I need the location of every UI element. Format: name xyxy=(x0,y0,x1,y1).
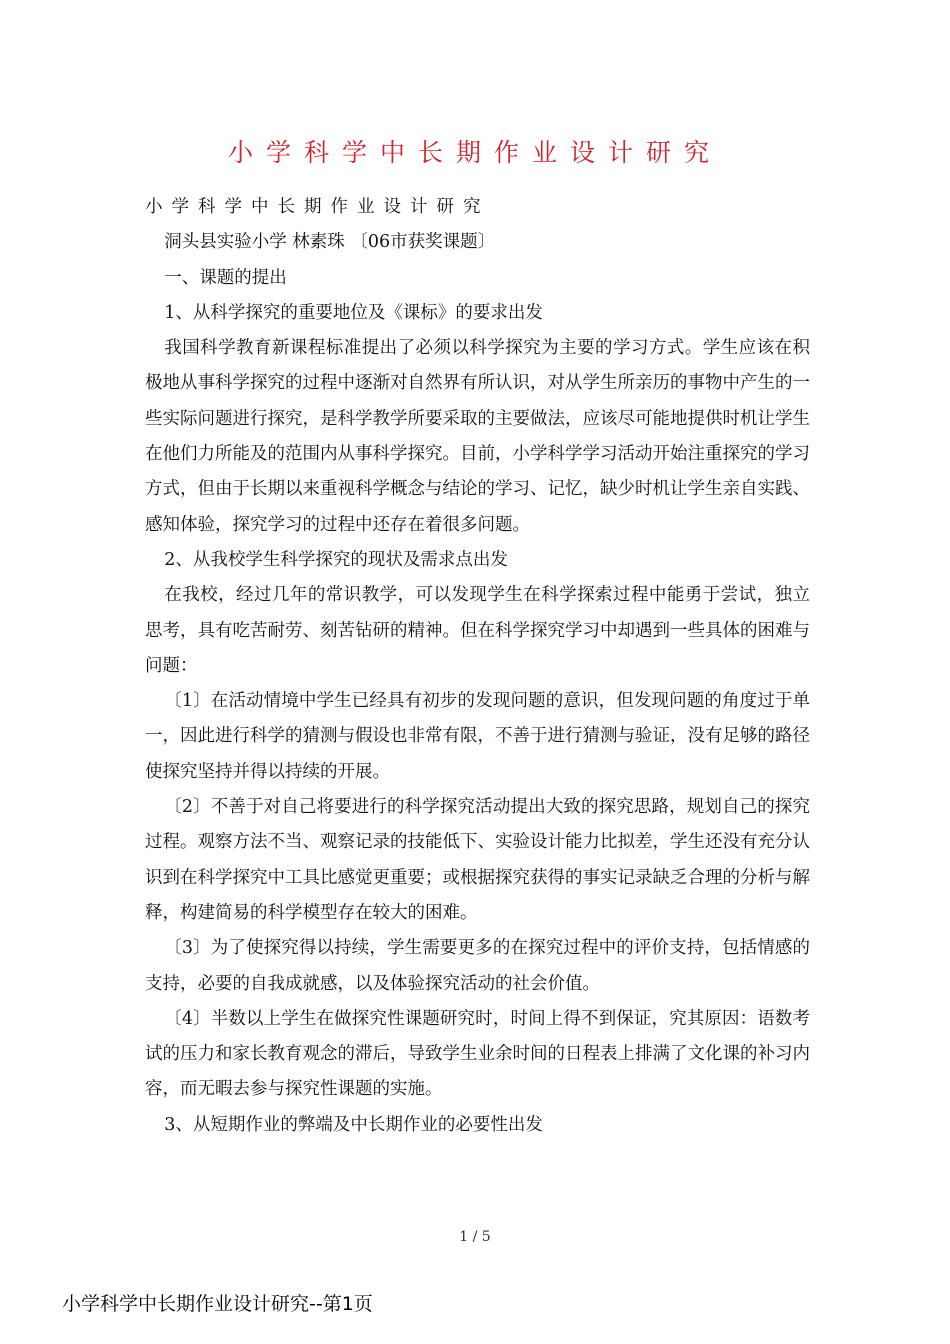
page-number: 1 / 5 xyxy=(459,1229,491,1245)
subsection-heading: 3、从短期作业的弊端及中长期作业的必要性出发 xyxy=(164,1114,543,1135)
subsection-heading: 2、从我校学生科学探究的现状及需求点出发 xyxy=(164,549,508,570)
list-item: 〔1〕在活动情境中学生已经具有初步的发现问题的意识，但发现问题的角度过于单一，因此进行科学的猜测与假设也非常有限，不善于进行猜测与验证，没有足够的路径使探究坚持并得以持续的开展。 xyxy=(145,691,810,782)
page-footer: 小学科学中长期作业设计研究--第1页 xyxy=(62,1293,373,1315)
subtitle: 小学科学中长期作业设计研究 xyxy=(145,197,490,217)
document-title: 小学科学中长期作业设计研究 xyxy=(227,138,722,167)
body-paragraph: 在我校，经过几年的常识教学，可以发现学生在科学探索过程中能勇于尝试，独立思考，具有吃苦耐劳、刻苦钻研的精神。但在科学探究学习中却遇到一些具体的困难与问题： xyxy=(145,585,810,676)
body-paragraph: 我国科学教育新课程标准提出了必须以科学探究为主要的学习方式。学生应该在积极地从事科学探究的过程中逐渐对自然界有所认识，对从学生所亲历的事物中产生的一些实际问题进行探究，是科学教学所要采取的主要做法，应该尽可能地提供时机让学生在他们力所能及的范围内从事科学探究。目前，小学科学学习活动开始注重探究的学习方式，但由于长期以来重视科学概念与结论的学习、记忆，缺少时机让学生亲自实践、感知体验，探究学习的过程中还存在着很多问题。 xyxy=(145,338,810,535)
list-item: 〔3〕为了使探究得以持续，学生需要更多的在探究过程中的评价支持，包括情感的支持，必要的自我成就感，以及体验探究活动的社会价值。 xyxy=(145,938,810,994)
document-body xyxy=(145,190,810,1143)
subsection-heading: 1、从科学探究的重要地位及《课标》的要求出发 xyxy=(164,302,543,323)
list-item: 〔2〕不善于对自己将要进行的科学探究活动提出大致的探究思路，规划自己的探究过程。观察方法不当、观察记录的技能低下、实验设计能力比拟差，学生还没有充分认识到在科学探究中工具比感觉更重要；或根据探究获得的事实记录缺乏合理的分析与解释，构建简易的科学模型存在较大的困难。 xyxy=(145,797,810,923)
list-item: 〔4〕半数以上学生在做探究性课题研究时，时间上得不到保证，究其原因：语数考试的压力和家长教育观念的滞后，导致学生业余时间的日程表上排满了文化课的补习内容，而无暇去参与探究性课题的实施。 xyxy=(145,1008,810,1100)
section-heading: 一、课题的提出 xyxy=(164,267,287,288)
author-line: 洞头县实验小学 林素珠 〔06市获奖课题〕 xyxy=(164,232,496,253)
